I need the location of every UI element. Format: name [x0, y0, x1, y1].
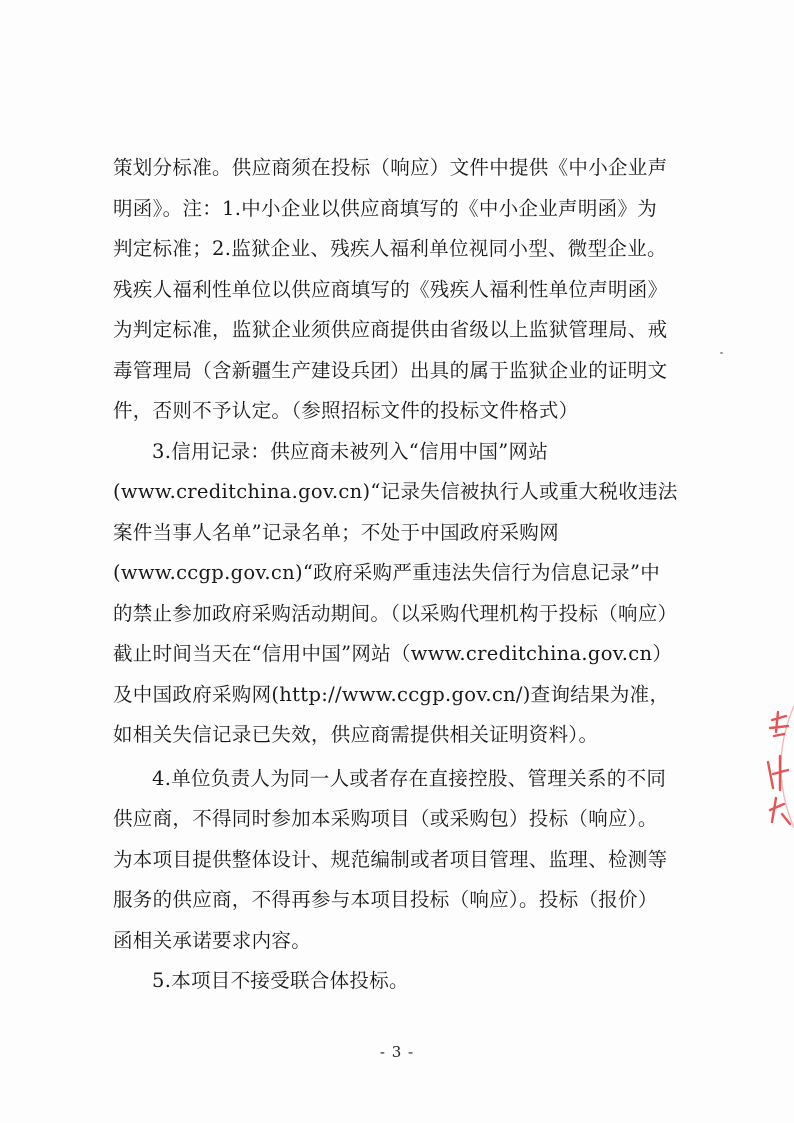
- seal-stamp-icon: [764, 706, 794, 828]
- body-line: 如相关失信记录已失效，供应商需提供相关证明资料）。: [113, 723, 599, 746]
- scan-artifact: [720, 352, 723, 354]
- body-line: 判定标准；2.监狱企业、残疾人福利单位视同小型、微型企业。: [113, 237, 667, 260]
- body-line: 件，否则不予认定。（参照招标文件的投标文件格式）: [113, 399, 579, 422]
- body-line: 截止时间当天在“信用中国”网站（www.creditchina.gov.cn）: [113, 642, 673, 665]
- document-body: [113, 148, 695, 1002]
- body-line: 服务的供应商，不得再参与本项目投标（响应）。投标（报价）: [113, 888, 658, 911]
- body-line: 明函》。注：1.中小企业以供应商填写的《中小企业声明函》为: [113, 196, 658, 220]
- body-line: 的禁止参加政府采购活动期间。（以采购代理机构于投标（响应）: [113, 601, 678, 625]
- body-line: 及中国政府采购网(http://www.ccgp.gov.cn/)查询结果为准，: [113, 682, 670, 706]
- body-line: 毒管理局（含新疆生产建设兵团）出具的属于监狱企业的证明文: [113, 358, 668, 382]
- page-number: - 3 -: [379, 1043, 415, 1061]
- section-5-heading-line: 5.本项目不接受联合体投标。: [152, 969, 409, 992]
- body-line: 为判定标准，监狱企业须供应商提供由省级以上监狱管理局、戒: [113, 318, 668, 341]
- seal-stamp-fragment: [764, 706, 794, 828]
- body-line: 为本项目提供整体设计、规范编制或者项目管理、监理、检测等: [113, 847, 668, 871]
- body-line: (www.creditchina.gov.cn)“记录失信被执行人或重大税收违法: [113, 480, 678, 503]
- section-4-heading-line: 4.单位负责人为同一人或者存在直接控股、管理关系的不同: [152, 766, 667, 790]
- section-3-heading-line: 3.信用记录：供应商未被列入“信用中国”网站: [152, 439, 549, 463]
- body-line: 函相关承诺要求内容。: [113, 928, 312, 952]
- body-line: 案件当事人名单”记录名单；不处于中国政府采购网: [113, 520, 559, 544]
- body-line: 策划分标准。供应商须在投标（响应）文件中提供《中小企业声: [113, 156, 668, 179]
- body-line: 残疾人福利性单位以供应商填写的《残疾人福利性单位声明函》: [113, 277, 668, 301]
- body-line: (www.ccgp.gov.cn)“政府采购严重违法失信行为信息记录”中: [113, 561, 661, 584]
- body-line: 供应商，不得同时参加本采购项目（或采购包）投标（响应）。: [113, 807, 658, 830]
